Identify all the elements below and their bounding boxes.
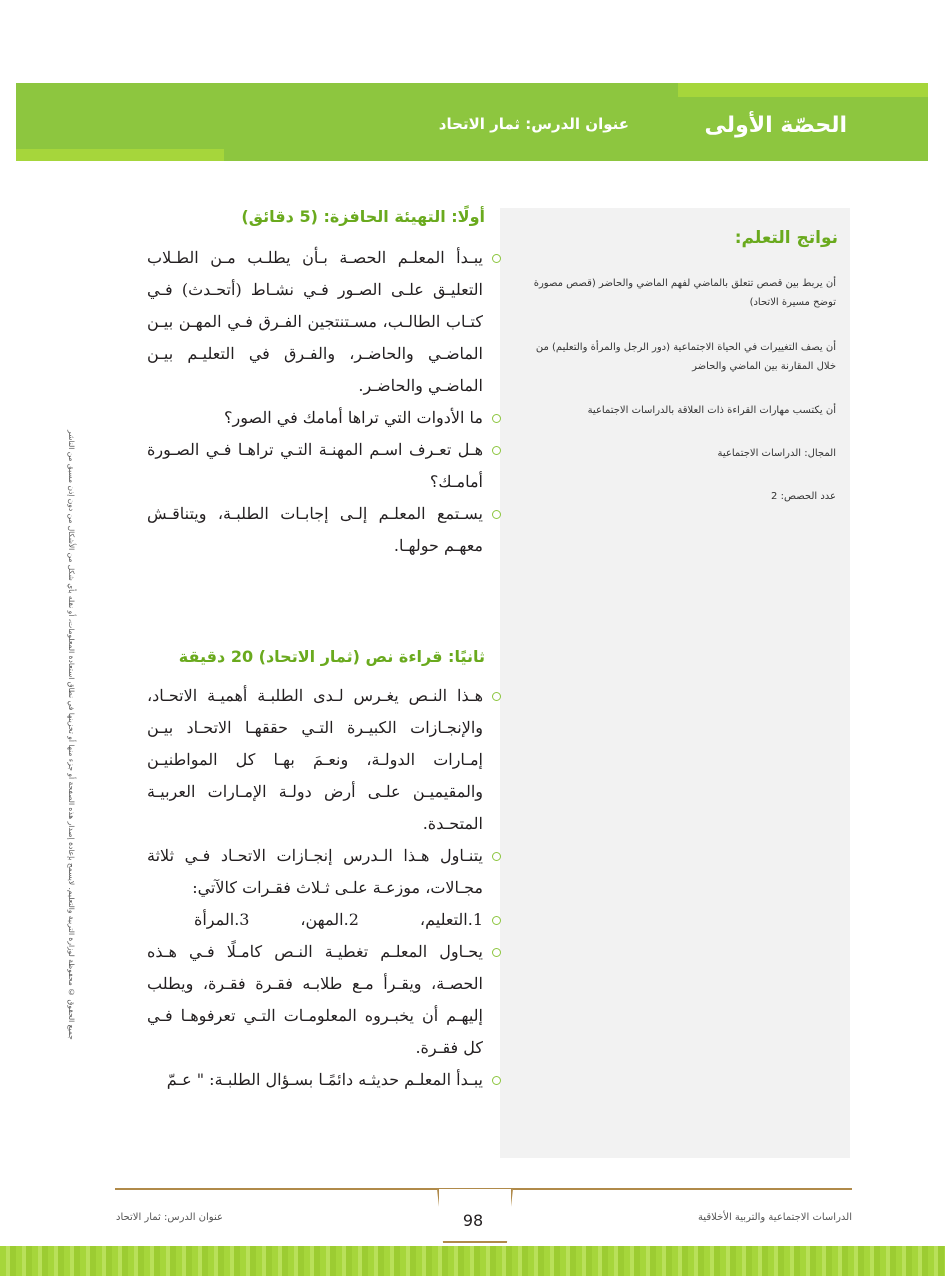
bullet-icon (492, 254, 501, 263)
bullet-icon (492, 1076, 501, 1085)
list-item (147, 840, 483, 904)
page-number: 98 (462, 1211, 484, 1230)
list-item (147, 1064, 483, 1096)
bullet-text: يبـدأ المعلـم حديثـه دائمًـا بسـؤال الطلبـة: " عـمّ (166, 1070, 483, 1089)
list-item (147, 904, 483, 936)
bullet-icon (492, 852, 501, 861)
lesson-title: الحصّة الأولى (704, 113, 847, 138)
bullet-icon (492, 510, 501, 519)
bullet-icon (492, 916, 501, 925)
outcome-item: أن يكتسب مهارات القراءة ذات العلاقة بالدراسات الاجتماعية (587, 405, 836, 416)
section2-heading: ثانيًا: قراءة نص (ثمار الاتحاد) 20 دقيقة (178, 647, 485, 666)
list-item (147, 936, 483, 1064)
outcome-item: أن يربط بين قصص تتعلق بالماضي لفهم الماضي والحاضر (قصص مصورة توضح مسيرة الاتحاد) (533, 278, 836, 308)
bullet-icon (492, 414, 501, 423)
bullet-text: 1.التعليم، 2.المهن، 3.المرأة (193, 910, 483, 929)
bullet-icon (492, 446, 501, 455)
bullet-text: ما الأدوات التي تراها أمامك في الصور؟ (223, 408, 483, 427)
bullet-text: هـذا النـص يغـرس لـدى الطلبـة أهميـة الاتحـاد، والإنجـازات الكبيـرة التـي حققهـا الاتحـاد بيـن إمـارات الدولـة، ونعـمَ بهـا كل المواطنيـن والمقيميـن علـى أرض دولـة الإمـارات العربيـة المتحـدة. (147, 686, 483, 833)
section1-heading: أولًا: التهيئة الحافزة: (5 دقائق) (241, 207, 485, 226)
section2-list (147, 680, 483, 1096)
list-item (147, 242, 483, 402)
outcomes-title: نواتج التعلم: (734, 228, 838, 248)
bullet-text: هـل تعـرف اسـم المهنـة التـي تراهـا فـي الصـورة أمامـك؟ (147, 440, 483, 491)
outcome-item: أن يصف التغييرات في الحياة الاجتماعية (دور الرجل والمرأة والتعليم) من خلال المقارنة بين الماضي والحاضر (535, 342, 836, 372)
bullet-icon (492, 948, 501, 957)
header-tab-accent-bottom (16, 149, 224, 161)
outcome-sessions-count: عدد الحصص: 2 (771, 491, 836, 502)
learning-outcomes-box (500, 208, 850, 1158)
header-tab-accent (678, 83, 928, 97)
outcome-domain: المجال: الدراسات الاجتماعية (717, 448, 836, 459)
bullet-text: يسـتمع المعلـم إلـى إجابـات الطلبـة، ويتناقـش معهـم حولهـا. (147, 504, 483, 555)
bottom-decorative-strip (0, 1246, 945, 1276)
bullet-icon (492, 692, 501, 701)
footer-subject: الدراسات الاجتماعية والتربية الأخلاقية (697, 1212, 852, 1223)
bullet-text: يحـاول المعلـم تغطيـة النـص كامـلًا فـي هـذه الحصـة، ويقـرأ مـع طلابـه فقـرة فقـرة، ويطلب إليهـم أن يخبـروه المعلومـات التـي تعرفوهـا فـي كل فقـرة. (147, 942, 483, 1057)
list-item (147, 680, 483, 840)
list-item (147, 498, 483, 562)
lesson-subject: عنوان الدرس: ثمار الاتحاد (438, 115, 629, 133)
footer-lesson-title: عنوان الدرس: ثمار الاتحاد (116, 1212, 223, 1223)
list-item (147, 402, 483, 434)
section1-list (147, 242, 483, 562)
copyright-side-note: جميع الحقوق © محفوظة لوزارة التربية والتعليم. لايسمح بإعادة إصدار هذه الصفحة أو جزء منها أو تخزينها في نطاق استعادة المعلومات، أو نقله بأي شكل من الأشكال من دون إذن مسبق من الناشر (67, 430, 76, 1040)
bullet-text: يبـدأ المعلـم الحصـة بـأن يطلـب مـن الطـلاب التعليـق علـى الصـور فـي نشـاط (أتحـدث) فـي كتـاب الطالـب، مسـتنتجين الفـرق فـي المهـن بيـن الماضـي والحاضـر، والفـرق في التعليـم بيـن الماضـي والحاضـر. (147, 248, 483, 395)
list-item (147, 434, 483, 498)
bullet-text: يتنـاول هـذا الـدرس إنجـازات الاتحـاد فـي ثلاثة مجـالات، موزعـة علـى ثـلاث فقـرات كالآتي: (147, 846, 483, 897)
